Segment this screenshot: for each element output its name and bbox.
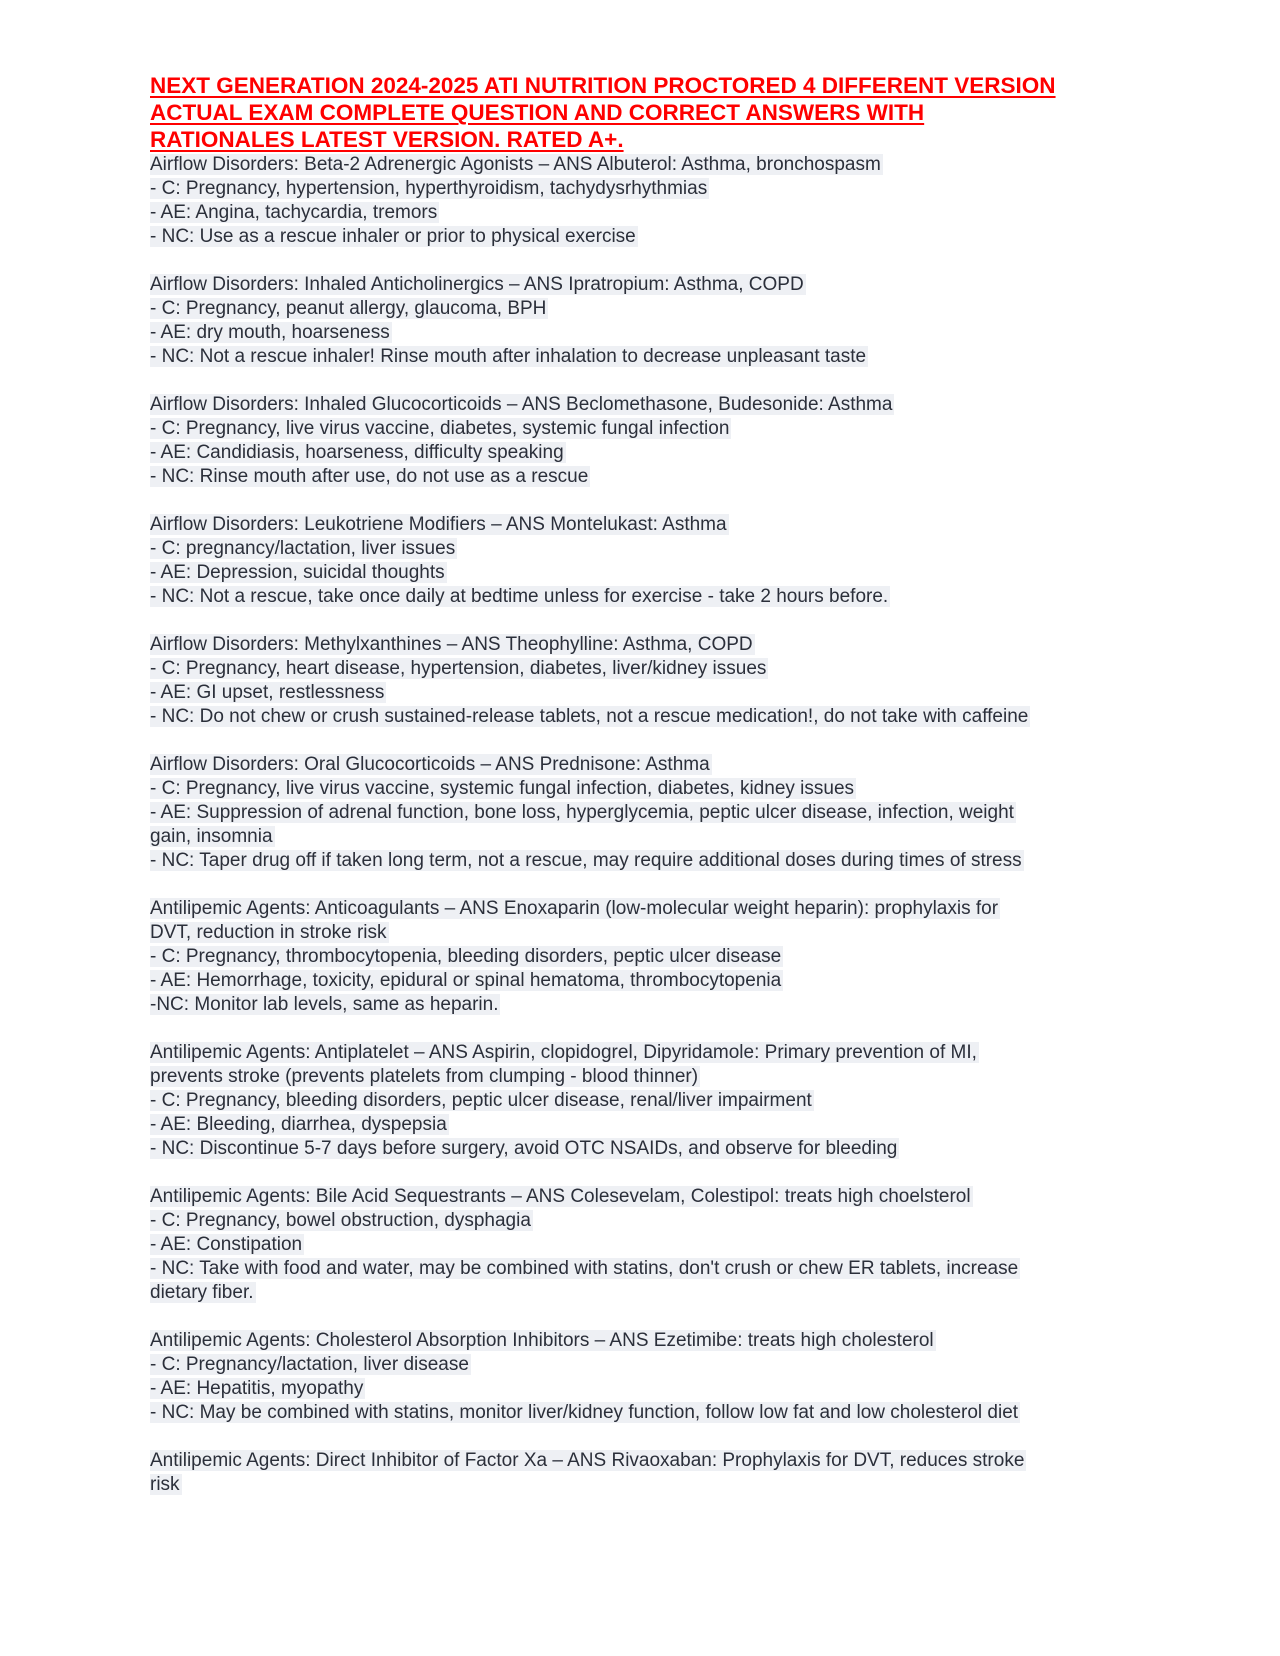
entry-detail-line [150, 945, 1130, 969]
drug-entry [150, 1041, 1130, 1161]
drug-entry [150, 753, 1130, 873]
entry-detail-line [150, 585, 1130, 609]
drug-entries [150, 153, 1130, 1497]
entry-heading [150, 153, 1130, 177]
entry-heading-text: Airflow Disorders: Methylxanthines – ANS Theophylline: Asthma, COPD [150, 634, 753, 655]
entry-detail-line [150, 177, 1130, 201]
entry-detail-text: - AE: Suppression of adrenal function, bone loss, hyperglycemia, peptic ulcer disease, infection, weight [150, 802, 1014, 823]
entry-detail-text: DVT, reduction in stroke risk [150, 922, 387, 943]
entry-detail-line [150, 1233, 1130, 1257]
entry-detail-line [150, 777, 1130, 801]
entry-detail-line [150, 1065, 1130, 1089]
entry-detail-text: - C: Pregnancy, heart disease, hypertension, diabetes, liver/kidney issues [150, 658, 767, 679]
entry-detail-text: gain, insomnia [150, 826, 273, 847]
entry-detail-text: - NC: Take with food and water, may be combined with statins, don't crush or chew ER tablets, increase [150, 1258, 1019, 1279]
entry-heading-text: Airflow Disorders: Beta-2 Adrenergic Agonists – ANS Albuterol: Asthma, bronchospasm [150, 154, 881, 175]
entry-detail-line [150, 705, 1130, 729]
entry-detail-line [150, 1089, 1130, 1113]
document-title [150, 72, 1130, 153]
entry-detail-line [150, 1473, 1130, 1497]
entry-detail-text: - AE: Constipation [150, 1234, 303, 1255]
entry-detail-text: - C: Pregnancy, thrombocytopenia, bleeding disorders, peptic ulcer disease [150, 946, 782, 967]
drug-entry [150, 1449, 1130, 1497]
entry-heading [150, 1041, 1130, 1065]
entry-detail-line [150, 1377, 1130, 1401]
entry-detail-line [150, 801, 1130, 825]
document-page [150, 72, 1130, 1521]
entry-heading-text: Antilipemic Agents: Cholesterol Absorption Inhibitors – ANS Ezetimibe: treats high cholesterol [150, 1330, 934, 1351]
drug-entry [150, 273, 1130, 369]
drug-entry [150, 633, 1130, 729]
entry-heading [150, 897, 1130, 921]
entry-detail-text: - NC: Do not chew or crush sustained-release tablets, not a rescue medication!, do not take with caffeine [150, 706, 1029, 727]
drug-entry [150, 1329, 1130, 1425]
entry-heading [150, 633, 1130, 657]
entry-detail-line [150, 1257, 1130, 1281]
entry-detail-text: - C: Pregnancy, bleeding disorders, peptic ulcer disease, renal/liver impairment [150, 1090, 812, 1111]
entry-detail-line [150, 825, 1130, 849]
entry-detail-text: - AE: Hemorrhage, toxicity, epidural or spinal hematoma, thrombocytopenia [150, 970, 782, 991]
entry-detail-line [150, 201, 1130, 225]
entry-detail-text: - AE: dry mouth, hoarseness [150, 322, 390, 343]
entry-detail-line [150, 441, 1130, 465]
entry-heading-text: Airflow Disorders: Oral Glucocorticoids – ANS Prednisone: Asthma [150, 754, 710, 775]
entry-heading-text: Antilipemic Agents: Direct Inhibitor of Factor Xa – ANS Rivaoxaban: Prophylaxis for DVT, reduces stroke [150, 1450, 1025, 1471]
drug-entry [150, 513, 1130, 609]
entry-heading [150, 1449, 1130, 1473]
entry-detail-line [150, 681, 1130, 705]
entry-heading [150, 273, 1130, 297]
entry-detail-line [150, 1113, 1130, 1137]
entry-heading-text: Airflow Disorders: Inhaled Glucocorticoids – ANS Beclomethasone, Budesonide: Asthma [150, 394, 893, 415]
entry-heading-text: Antilipemic Agents: Anticoagulants – ANS Enoxaparin (low-molecular weight heparin): prophylaxis for [150, 898, 999, 919]
entry-detail-text: - NC: Not a rescue inhaler! Rinse mouth after inhalation to decrease unpleasant taste [150, 346, 867, 367]
entry-detail-text: dietary fiber. [150, 1282, 254, 1303]
entry-detail-line [150, 297, 1130, 321]
entry-detail-text: - C: Pregnancy/lactation, liver disease [150, 1354, 469, 1375]
entry-detail-text: -NC: Monitor lab levels, same as heparin. [150, 994, 499, 1015]
drug-entry [150, 153, 1130, 249]
entry-detail-line [150, 921, 1130, 945]
entry-detail-text: - AE: Candidiasis, hoarseness, difficulty speaking [150, 442, 564, 463]
entry-heading [150, 1329, 1130, 1353]
entry-detail-line [150, 657, 1130, 681]
entry-heading [150, 1185, 1130, 1209]
drug-entry [150, 393, 1130, 489]
entry-detail-text: - AE: Depression, suicidal thoughts [150, 562, 445, 583]
entry-heading [150, 753, 1130, 777]
entry-heading [150, 393, 1130, 417]
entry-detail-line [150, 1137, 1130, 1161]
entry-detail-text: - C: Pregnancy, live virus vaccine, systemic fungal infection, diabetes, kidney issues [150, 778, 855, 799]
entry-detail-line [150, 969, 1130, 993]
entry-detail-line [150, 1281, 1130, 1305]
entry-detail-text: - NC: Taper drug off if taken long term, not a rescue, may require additional doses during times of stress [150, 850, 1022, 871]
entry-detail-text: - AE: Hepatitis, myopathy [150, 1378, 364, 1399]
entry-detail-line [150, 321, 1130, 345]
entry-heading-text: Antilipemic Agents: Bile Acid Sequestrants – ANS Colesevelam, Colestipol: treats high choelsterol [150, 1186, 971, 1207]
entry-detail-text: - AE: Bleeding, diarrhea, dyspepsia [150, 1114, 447, 1135]
entry-detail-text: - AE: Angina, tachycardia, tremors [150, 202, 438, 223]
entry-detail-line [150, 537, 1130, 561]
entry-detail-text: risk [150, 1474, 180, 1495]
entry-detail-line [150, 1353, 1130, 1377]
entry-detail-text: - NC: Rinse mouth after use, do not use as a rescue [150, 466, 589, 487]
entry-heading [150, 513, 1130, 537]
entry-detail-text: - NC: Not a rescue, take once daily at bedtime unless for exercise - take 2 hours before. [150, 586, 889, 607]
entry-detail-line [150, 417, 1130, 441]
entry-detail-line [150, 225, 1130, 249]
entry-heading-text: Antilipemic Agents: Antiplatelet – ANS Aspirin, clopidogrel, Dipyridamole: Primary prevention of MI, [150, 1042, 977, 1063]
entry-detail-text: - C: pregnancy/lactation, liver issues [150, 538, 456, 559]
entry-detail-text: - C: Pregnancy, hypertension, hyperthyroidism, tachydysrhythmias [150, 178, 708, 199]
entry-detail-line [150, 993, 1130, 1017]
drug-entry [150, 1185, 1130, 1305]
entry-detail-line [150, 561, 1130, 585]
title-line-3: RATIONALES LATEST VERSION. RATED A+. [150, 127, 624, 152]
title-line-1: NEXT GENERATION 2024-2025 ATI NUTRITION PROCTORED 4 DIFFERENT VERSION [150, 73, 1056, 98]
entry-detail-line [150, 1209, 1130, 1233]
entry-detail-text: - NC: May be combined with statins, monitor liver/kidney function, follow low fat and low cholesterol diet [150, 1402, 1019, 1423]
entry-detail-line [150, 345, 1130, 369]
entry-detail-text: - C: Pregnancy, peanut allergy, glaucoma, BPH [150, 298, 547, 319]
entry-heading-text: Airflow Disorders: Leukotriene Modifiers – ANS Montelukast: Asthma [150, 514, 727, 535]
entry-detail-text: - AE: GI upset, restlessness [150, 682, 385, 703]
drug-entry [150, 897, 1130, 1017]
entry-detail-line [150, 1401, 1130, 1425]
entry-detail-text: - NC: Discontinue 5-7 days before surgery, avoid OTC NSAIDs, and observe for bleeding [150, 1138, 898, 1159]
entry-detail-line [150, 849, 1130, 873]
entry-detail-text: - C: Pregnancy, bowel obstruction, dysphagia [150, 1210, 531, 1231]
entry-detail-line [150, 465, 1130, 489]
title-line-2: ACTUAL EXAM COMPLETE QUESTION AND CORRECT ANSWERS WITH [150, 100, 925, 125]
entry-detail-text: - NC: Use as a rescue inhaler or prior to physical exercise [150, 226, 636, 247]
entry-heading-text: Airflow Disorders: Inhaled Anticholinergics – ANS Ipratropium: Asthma, COPD [150, 274, 804, 295]
entry-detail-text: - C: Pregnancy, live virus vaccine, diabetes, systemic fungal infection [150, 418, 730, 439]
entry-detail-text: prevents stroke (prevents platelets from clumping - blood thinner) [150, 1066, 699, 1087]
